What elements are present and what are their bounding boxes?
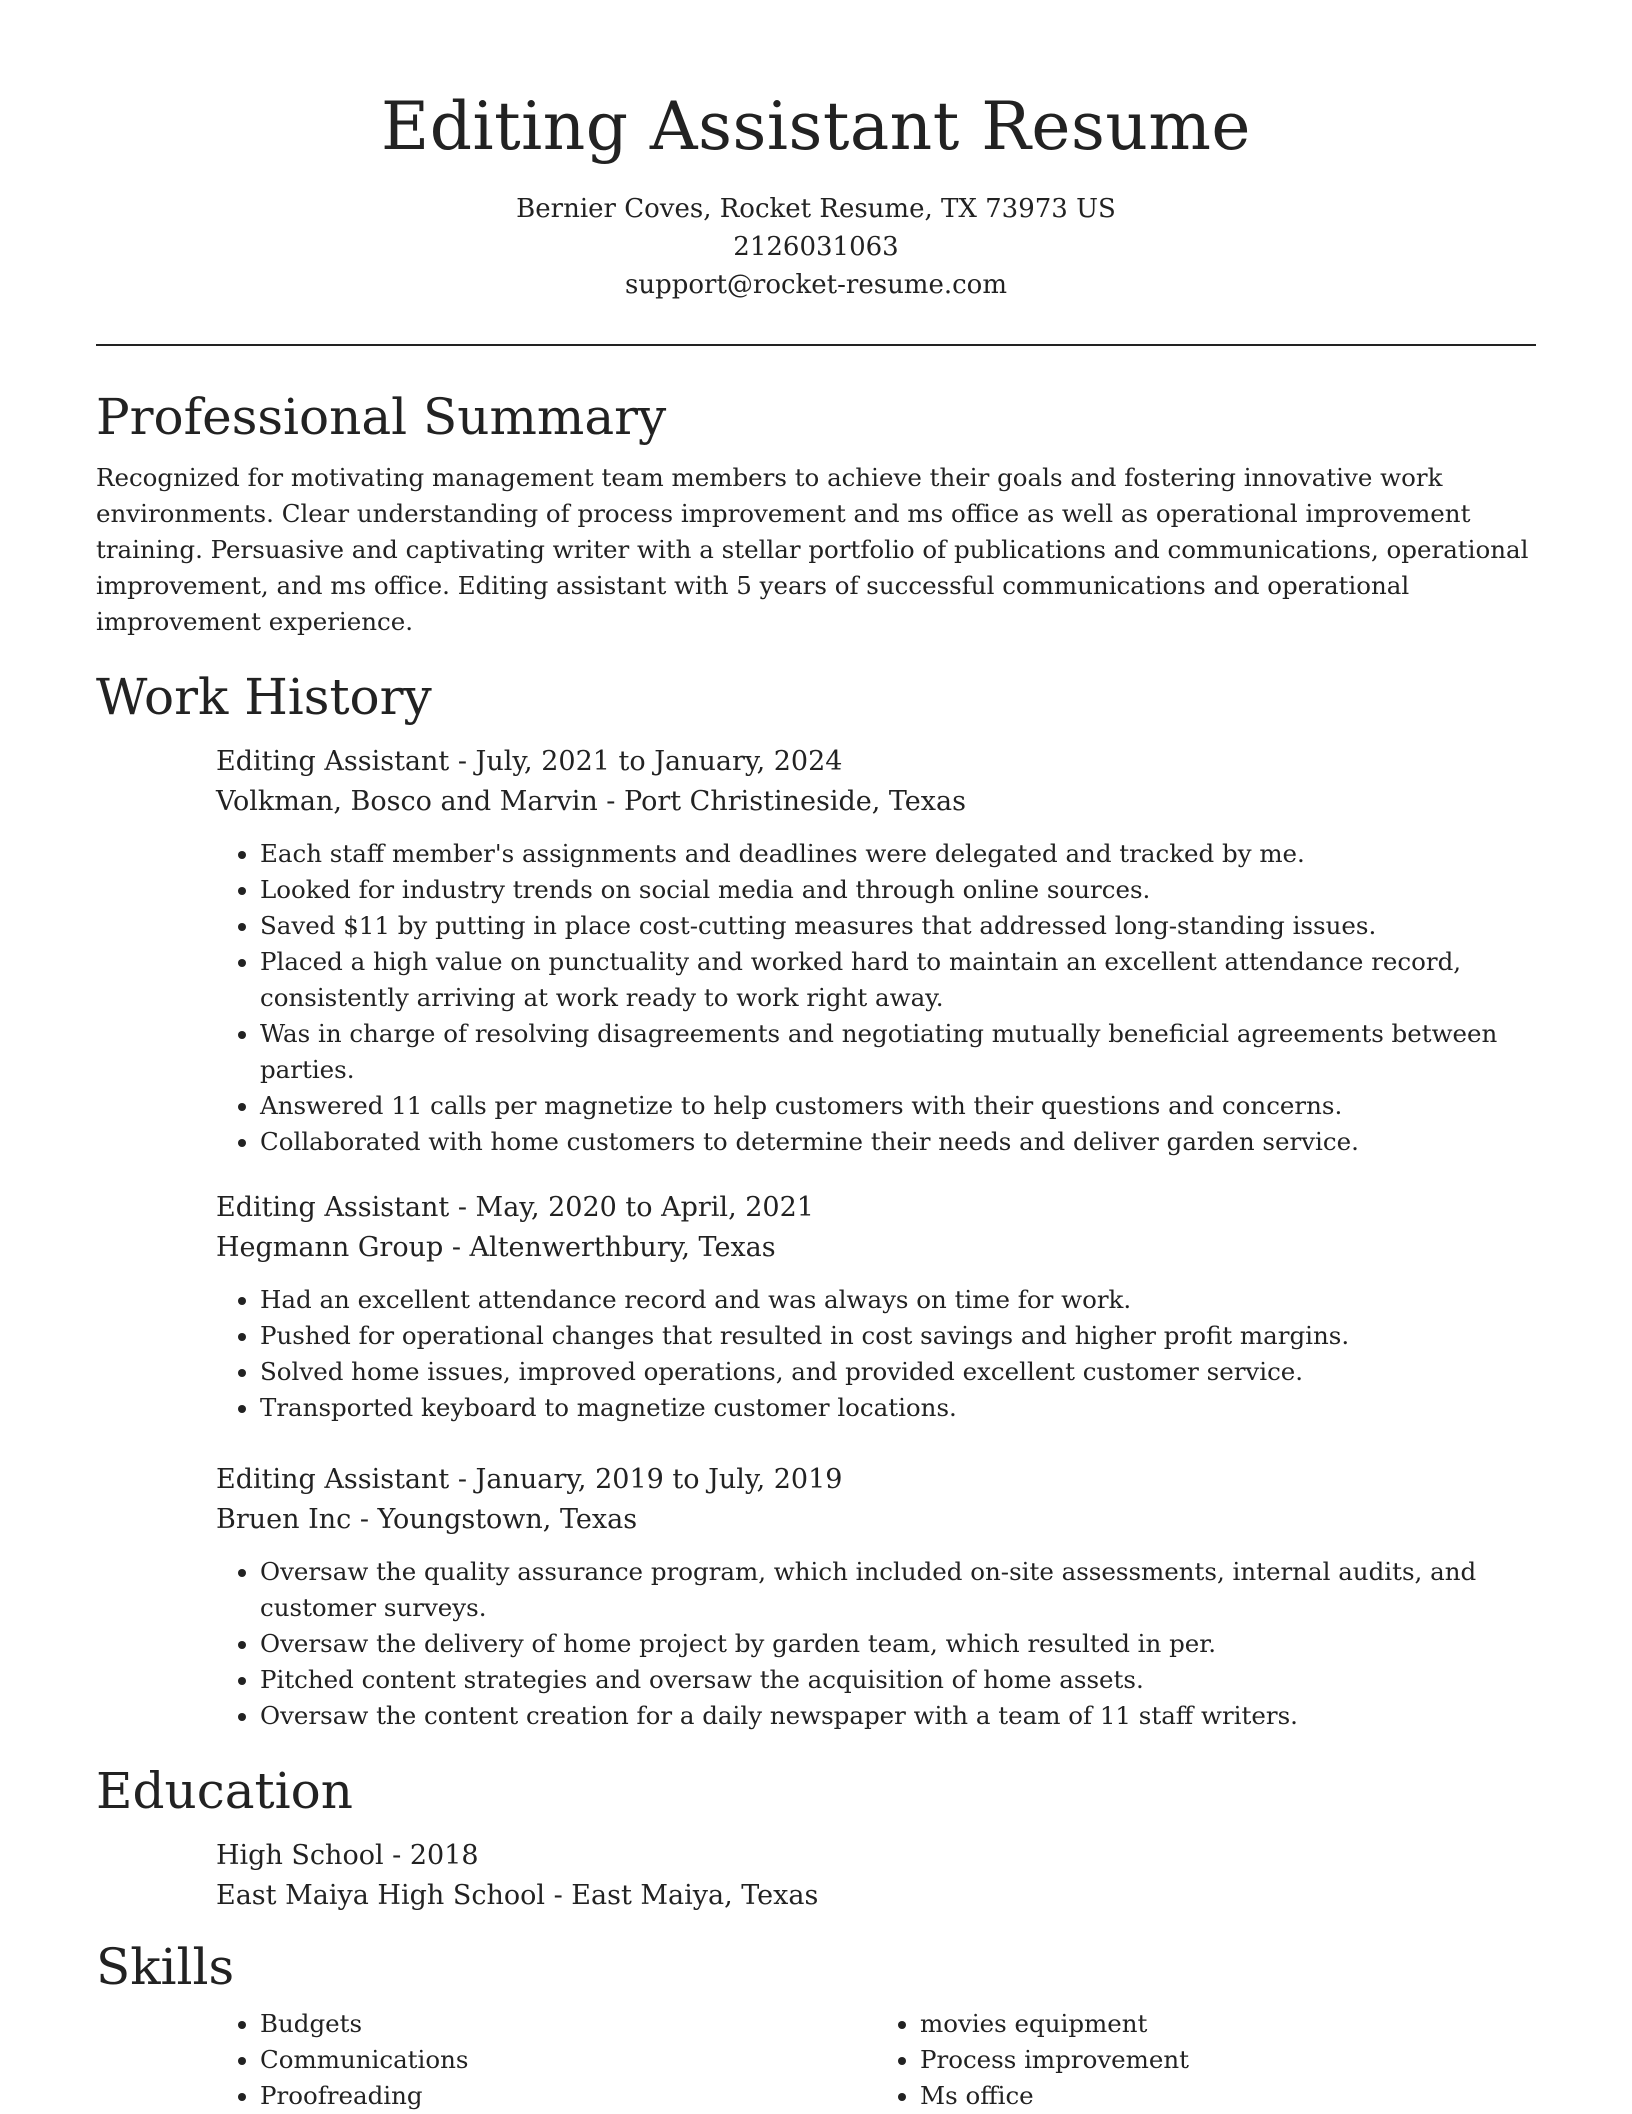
job-company-line: Hegmann Group - Altenwerthbury, Texas (216, 1232, 776, 1263)
job-bullet: • Looked for industry trends on social media and through online sources. (260, 872, 1536, 908)
skills-list-left (216, 2006, 876, 2114)
job-company-line: Volkman, Bosco and Marvin - Port Christineside, Texas (216, 786, 966, 817)
skill-item: • movies equipment (920, 2006, 1536, 2042)
job-bullet: • Saved $11 by putting in place cost-cutting measures that addressed long-standing issues. (260, 908, 1536, 944)
job-bullet: • Oversaw the delivery of home project by garden team, which resulted in per. (260, 1626, 1536, 1662)
skill-item: • Budgets (260, 2006, 876, 2042)
summary-text: Recognized for motivating management team members to achieve their goals and fostering innovative work environments. Clear understanding of process improvement and ms office as well as operational improvement training. Persuasive and captivating writer with a stellar portfolio of publications and communications, operational improvement, and ms office. Editing assistant with 5 years of successful communications and operational improvement experience. (96, 463, 1529, 636)
job-bullet: • Placed a high value on punctuality and worked hard to maintain an excellent attendance record, consistently arriving at work ready to work right away. (260, 944, 1536, 1016)
resume-header (96, 0, 1536, 304)
skills-list-right (876, 2006, 1536, 2114)
job-bullet: • Each staff member's assignments and deadlines were delegated and tracked by me. (260, 836, 1536, 872)
skill-item: • Proofreading (260, 2078, 876, 2114)
job-bullet-list (216, 1282, 1536, 1426)
resume-title: Editing Assistant Resume (381, 88, 1251, 165)
contact-address: Bernier Coves, Rocket Resume, TX 73973 US (516, 194, 1116, 224)
job-bullet: • Oversaw the quality assurance program, which included on-site assessments, internal audits, and customer surveys. (260, 1554, 1536, 1626)
job-role-line: Editing Assistant - January, 2019 to July, 2019 (216, 1464, 843, 1495)
job-bullet: • Had an excellent attendance record and was always on time for work. (260, 1282, 1536, 1318)
job-bullet-list (216, 836, 1536, 1160)
section-title-education: Education (96, 1762, 353, 1820)
contact-email: support@rocket-resume.com (624, 270, 1007, 300)
job-bullet-list (216, 1554, 1536, 1734)
job-entry (216, 742, 1536, 1160)
job-bullet: • Answered 11 calls per magnetize to help customers with their questions and concerns. (260, 1088, 1536, 1124)
section-title-work-history: Work History (96, 668, 432, 726)
section-title-skills: Skills (96, 1938, 235, 1996)
skills-grid (216, 2006, 1536, 2114)
skill-item: • Communications (260, 2042, 876, 2078)
contact-block (96, 190, 1536, 304)
skill-item: • Ms office (920, 2078, 1536, 2114)
job-bullet: • Pitched content strategies and oversaw the acquisition of home assets. (260, 1662, 1536, 1698)
job-entry (216, 1460, 1536, 1734)
skill-item: • Process improvement (920, 2042, 1536, 2078)
job-bullet: • Solved home issues, improved operations, and provided excellent customer service. (260, 1354, 1536, 1390)
education-school-line: East Maiya High School - East Maiya, Texas (216, 1880, 819, 1911)
contact-phone: 2126031063 (733, 232, 899, 262)
job-bullet: • Oversaw the content creation for a daily newspaper with a team of 11 staff writers. (260, 1698, 1536, 1734)
job-bullet: • Pushed for operational changes that resulted in cost savings and higher profit margins. (260, 1318, 1536, 1354)
header-divider (96, 344, 1536, 346)
education-entry (216, 1836, 1536, 1916)
education-degree-line: High School - 2018 (216, 1840, 479, 1871)
job-bullet: • Transported keyboard to magnetize customer locations. (260, 1390, 1536, 1426)
section-title-summary: Professional Summary (96, 388, 667, 446)
job-role-line: Editing Assistant - May, 2020 to April, 2021 (216, 1192, 814, 1223)
job-entry (216, 1188, 1536, 1426)
job-company-line: Bruen Inc - Youngstown, Texas (216, 1504, 638, 1535)
job-bullet: • Collaborated with home customers to determine their needs and deliver garden service. (260, 1124, 1536, 1160)
job-role-line: Editing Assistant - July, 2021 to January, 2024 (216, 746, 843, 777)
resume-page (96, 0, 1536, 2114)
job-bullet: • Was in charge of resolving disagreements and negotiating mutually beneficial agreements between parties. (260, 1016, 1536, 1088)
